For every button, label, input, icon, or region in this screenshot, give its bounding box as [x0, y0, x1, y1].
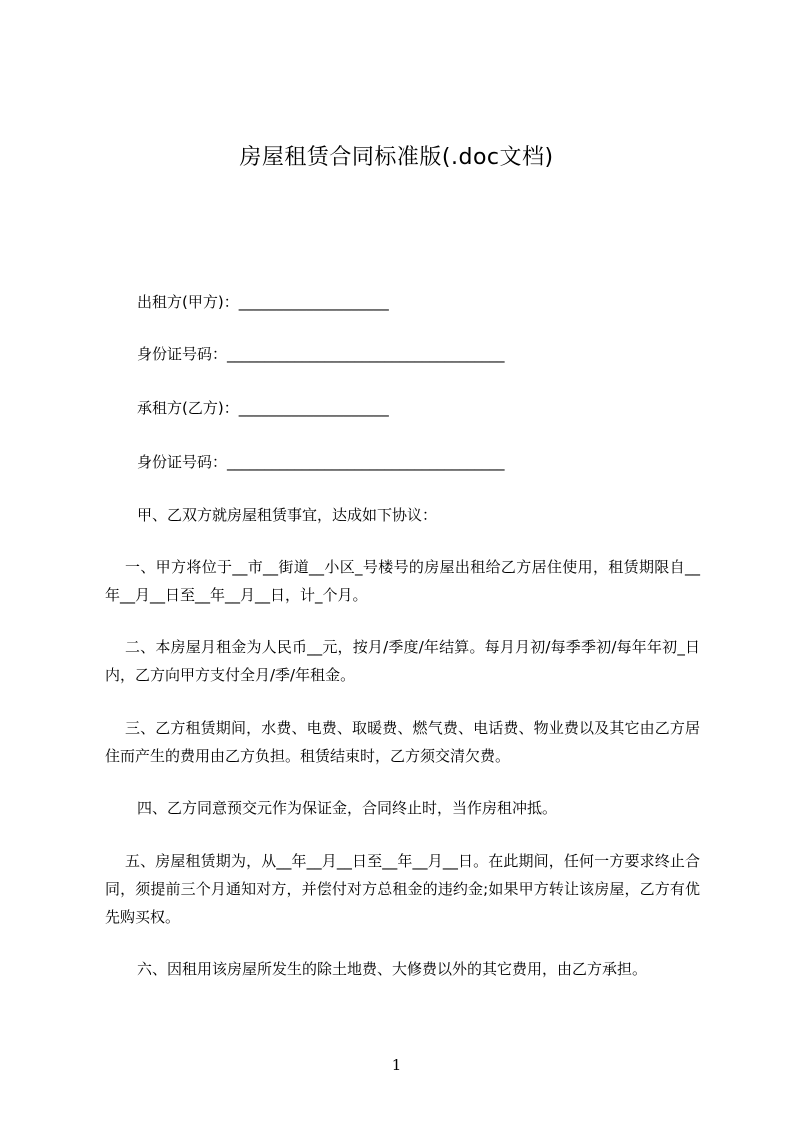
lessee-field: 承租方(乙方)：____________________: [137, 399, 389, 417]
page-number: 1: [391, 1056, 402, 1074]
lessor-id-field: 身份证号码：_____________________________________: [137, 345, 505, 363]
clause-3: 三、乙方租赁期间，水费、电费、取暖费、燃气费、电话费、物业费以及其它由乙方居住而产生的费用由乙方负担。租赁结束时，乙方须交清欠费。: [105, 719, 700, 765]
clause-5: 五、房屋租赁期为，从__年__月__日至__年__月__日。在此期间，任何一方要求终止合同，须提前三个月通知对方，并偿付对方总租金的违约金;如果甲方转让该房屋，乙方有优先购买权。: [105, 852, 700, 926]
clause-4: 四、乙方同意预交元作为保证金，合同终止时，当作房租冲抵。: [137, 799, 558, 817]
clause-6: 六、因租用该房屋所发生的除土地费、大修费以外的其它费用，由乙方承担。: [137, 960, 648, 978]
lessee-id-field: 身份证号码：_____________________________________: [137, 453, 505, 471]
clause-1: 一、甲方将位于__市__街道__小区_号楼号的房屋出租给乙方居住使用，租赁期限自__年__月__日至__年__月__日，计_个月。: [105, 558, 700, 604]
agreement-intro: 甲、乙双方就房屋租赁事宜，达成如下协议：: [137, 506, 438, 524]
lessor-field: 出租方(甲方)：____________________: [137, 293, 389, 311]
document-title: 房屋租赁合同标准版(.doc文档): [239, 145, 554, 170]
clause-2: 二、本房屋月租金为人民币__元，按月/季度/年结算。每月月初/每季季初/每年年初_日内，乙方向甲方支付全月/季/年租金。: [105, 638, 700, 684]
